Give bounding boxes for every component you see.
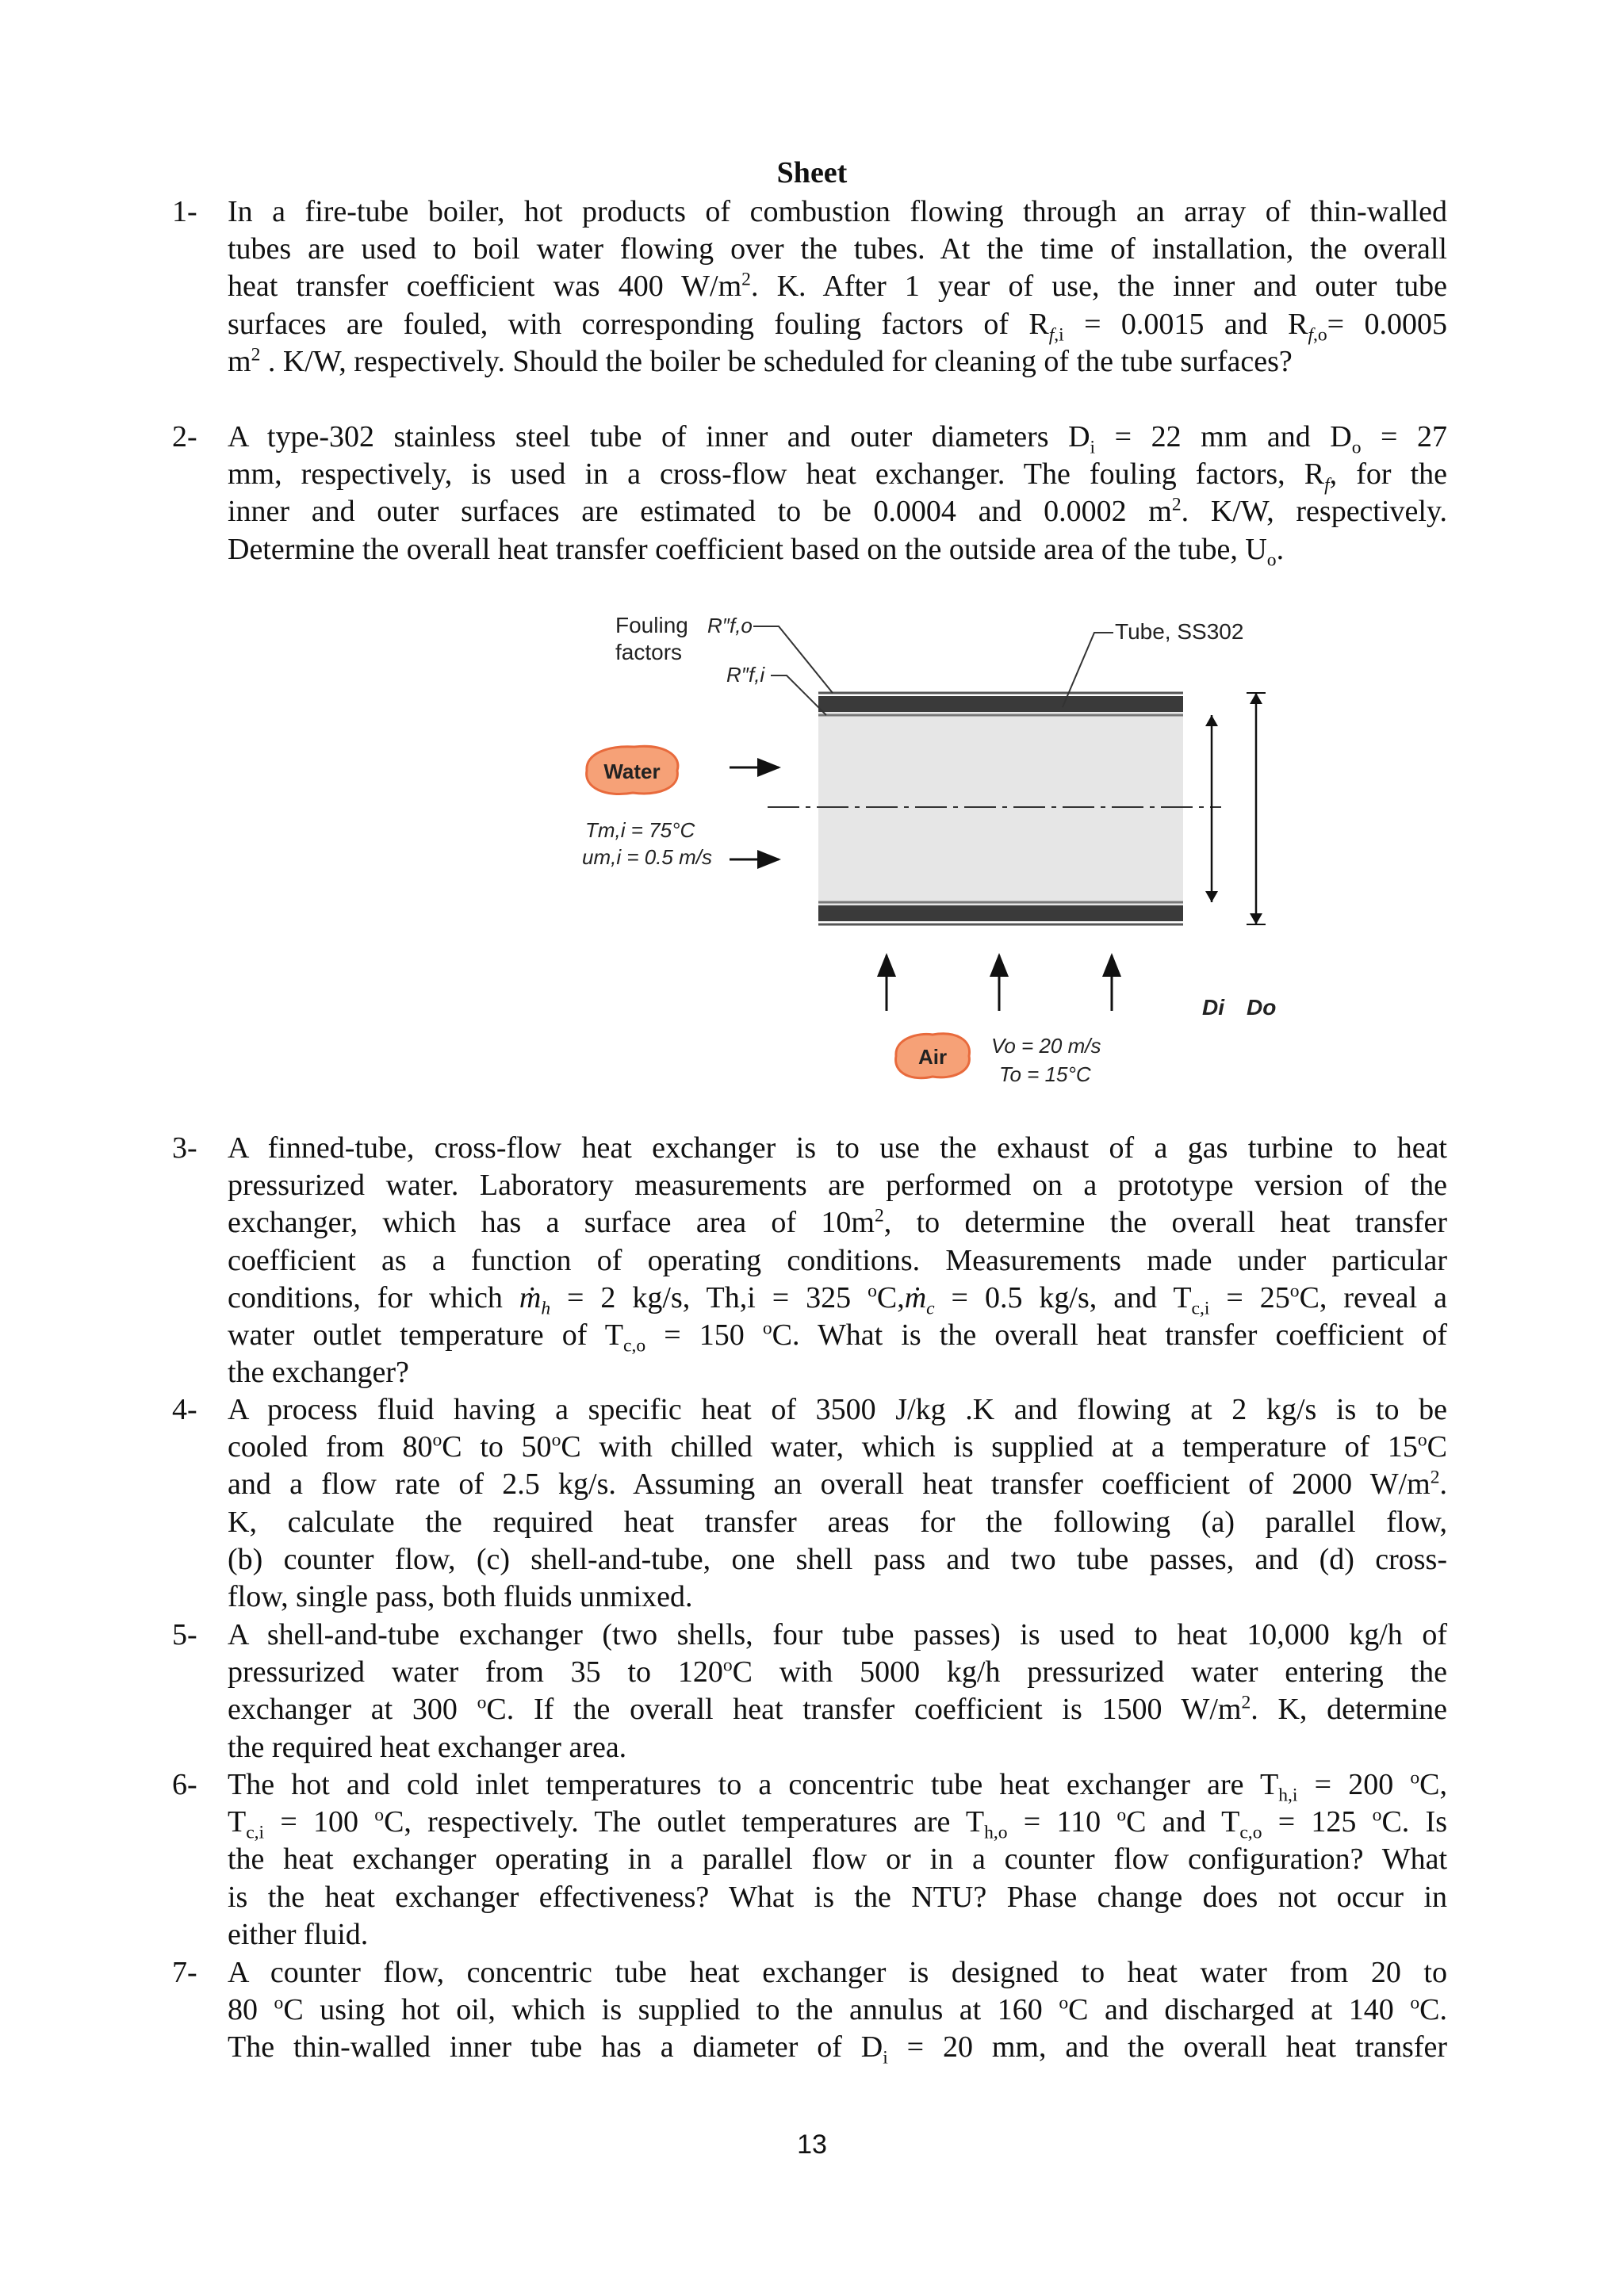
- problem-line: exchanger, which has a surface area of $10m^2$, to determine the overall heat transfer: [228, 1205, 1447, 1240]
- problem-line: $T_{c,i} = 100$ $^o$C, respectively. The outlet temperatures are $T_{h,o} = 110$ $^o$C and $T_{c,o} = 125$ $^o$C. Is: [228, 1804, 1447, 1843]
- problem-line: exchanger at 300 $^o$C. If the overall heat transfer coefficient is 1500 $W/m^2$. K, determine: [228, 1692, 1448, 1727]
- water-label: Water: [603, 760, 661, 783]
- problem-line: A finned-tube, cross-flow heat exchanger is to use the exhaust of a gas turbine to heat: [228, 1131, 1447, 1165]
- r-fi-label: R″f,i: [726, 663, 765, 687]
- fluid-region: [818, 710, 1183, 908]
- problem-number: 3-: [172, 1131, 197, 1165]
- problem-line: 80 $^o$C using hot oil, which is supplied to the annulus at 160 $^o$C and discharged at 140 $^o$C.: [228, 1992, 1447, 2027]
- air-label: Air: [917, 1045, 948, 1069]
- problem-line: The thin-walled inner tube has a diameter of $D_i = 20$ mm, and the overall heat transfer: [228, 2030, 1447, 2068]
- problem-line: Determine the overall heat transfer coefficient based on the outside area of the tube, $U_o$.: [228, 532, 1285, 571]
- problem-number: 1-: [172, 195, 197, 228]
- fouling-label: factors: [615, 640, 683, 664]
- water-velocity: um,i = 0.5 m/s: [582, 845, 712, 869]
- problem-line: mm, respectively, is used in a cross-flow heat exchanger. The fouling factors, $R_f$, for the: [228, 457, 1448, 496]
- problem-line: inner and outer surfaces are estimated to be 0.0004 and 0.0002 $m^2$. K/W, respectively.: [228, 494, 1447, 529]
- problem-line: In a fire-tube boiler, hot products of combustion flowing through an array of thin-walled: [228, 195, 1447, 228]
- problem-line: $m^2$ . K/W, respectively. Should the boiler be scheduled for cleaning of the tube surfaces?: [228, 344, 1293, 378]
- problem-line: the exchanger?: [228, 1356, 409, 1390]
- problem-2: [172, 419, 1448, 571]
- problem-5: [172, 1617, 1448, 1766]
- problem-line: coefficient as a function of operating conditions. Measurements made under particular: [228, 1243, 1447, 1277]
- problem-line: surfaces are fouled, with corresponding fouling factors of $R_{f,i} = 0.0015$ and $R_{f,o}= 0.0005$: [228, 307, 1447, 346]
- air-temperature: To = 15°C: [999, 1062, 1091, 1086]
- page-number: 13: [797, 2130, 827, 2160]
- problem-line: the required heat exchanger area.: [228, 1730, 627, 1764]
- problem-number: 6-: [172, 1768, 197, 1801]
- problem-line: heat transfer coefficient was 400 $W/m^2$. K. After 1 year of use, the inner and outer tube: [228, 269, 1447, 304]
- problem-line: pressurized water from 35 to 120$^o$C with 5000 kg/h pressurized water entering the: [228, 1655, 1447, 1689]
- problem-3: [172, 1130, 1448, 1391]
- problem-line: A process fluid having a specific heat of 3500 J/kg .K and flowing at 2 kg/s is to be: [228, 1393, 1447, 1426]
- problem-7: [172, 1954, 1447, 2068]
- problem-line: tubes are used to boil water flowing over the tubes. At the time of installation, the overall: [228, 232, 1447, 266]
- water-temperature: Tm,i = 75°C: [585, 818, 695, 842]
- problem-line: K, calculate the required heat transfer areas for the following (a) parallel flow,: [228, 1505, 1447, 1539]
- do-label: Do: [1247, 995, 1277, 1020]
- problem-number: 2-: [172, 420, 197, 453]
- problem-number: 7-: [172, 1956, 197, 1989]
- problem-line: A shell-and-tube exchanger (two shells, four tube passes) is used to heat 10,000 kg/h of: [228, 1618, 1447, 1651]
- air-velocity: Vo = 20 m/s: [991, 1034, 1101, 1058]
- r-fo-label: R″f,o: [707, 614, 753, 637]
- problem-line: A type-302 stainless steel tube of inner and outer diameters $D_i = 22$ mm and $D_o = 27$: [228, 420, 1447, 458]
- problem-number: 4-: [172, 1393, 197, 1426]
- di-arrowhead-top: [1205, 715, 1218, 726]
- problem-line: water outlet temperature of $T_{c,o} = 150$ $^o$C. What is the overall heat transfer coefficient of: [228, 1318, 1448, 1357]
- problem-4: [172, 1391, 1448, 1616]
- leader-r-fi: [771, 675, 826, 715]
- leader-tube: [1063, 633, 1113, 707]
- heat-exchanger-figure: [571, 603, 1300, 1126]
- problem-line: conditions, for which ṁ$_h$ = 2 kg/s, Th,i = 325 $^o$C,ṁ$_c$ = 0.5 kg/s, and $T_{c,i} = 25^oC$, reveal a: [228, 1280, 1447, 1319]
- upper-tube-wall: [818, 696, 1183, 712]
- problem-line: the heat exchanger operating in a parallel flow or in a counter flow configuration? What: [228, 1843, 1447, 1877]
- do-arrowhead-top: [1250, 693, 1262, 704]
- sheet-title: Sheet: [776, 156, 848, 189]
- problem-line: The hot and cold inlet temperatures to a concentric tube heat exchanger are $T_{h,i} = 200$ $^o$C,: [228, 1767, 1447, 1806]
- problem-line: cooled from 80$^o$C to 50$^o$C with chilled water, which is supplied at a temperature of 15$^o$C: [228, 1429, 1448, 1464]
- problem-line: A counter flow, concentric tube heat exchanger is designed to heat water from 20 to: [228, 1956, 1447, 1989]
- problem-6: [172, 1766, 1447, 1954]
- tube-cross-flow-diagram: [571, 603, 1300, 1126]
- problem-line: flow, single pass, both fluids unmixed.: [228, 1579, 693, 1613]
- do-arrowhead-bottom: [1250, 913, 1262, 924]
- problem-1: [172, 193, 1447, 381]
- lower-tube-wall: [818, 905, 1183, 921]
- problem-line: and a flow rate of 2.5 kg/s. Assuming an overall heat transfer coefficient of 2000 $W/m^2$.: [228, 1467, 1447, 1502]
- di-label: Di: [1202, 995, 1224, 1020]
- problem-line: is the heat exchanger effectiveness? What is the NTU? Phase change does not occur in: [228, 1880, 1447, 1914]
- fouling-label: Fouling: [615, 613, 688, 637]
- problem-number: 5-: [172, 1618, 197, 1651]
- problem-line: pressurized water. Laboratory measurements are performed on a prototype version of the: [228, 1169, 1447, 1203]
- tube-label: Tube, SS302: [1115, 619, 1244, 644]
- problem-line: either fluid.: [228, 1917, 369, 1951]
- di-arrowhead-bottom: [1205, 891, 1218, 902]
- problem-line: (b) counter flow, (c) shell-and-tube, one shell pass and two tube passes, and (d) cross-: [228, 1542, 1447, 1576]
